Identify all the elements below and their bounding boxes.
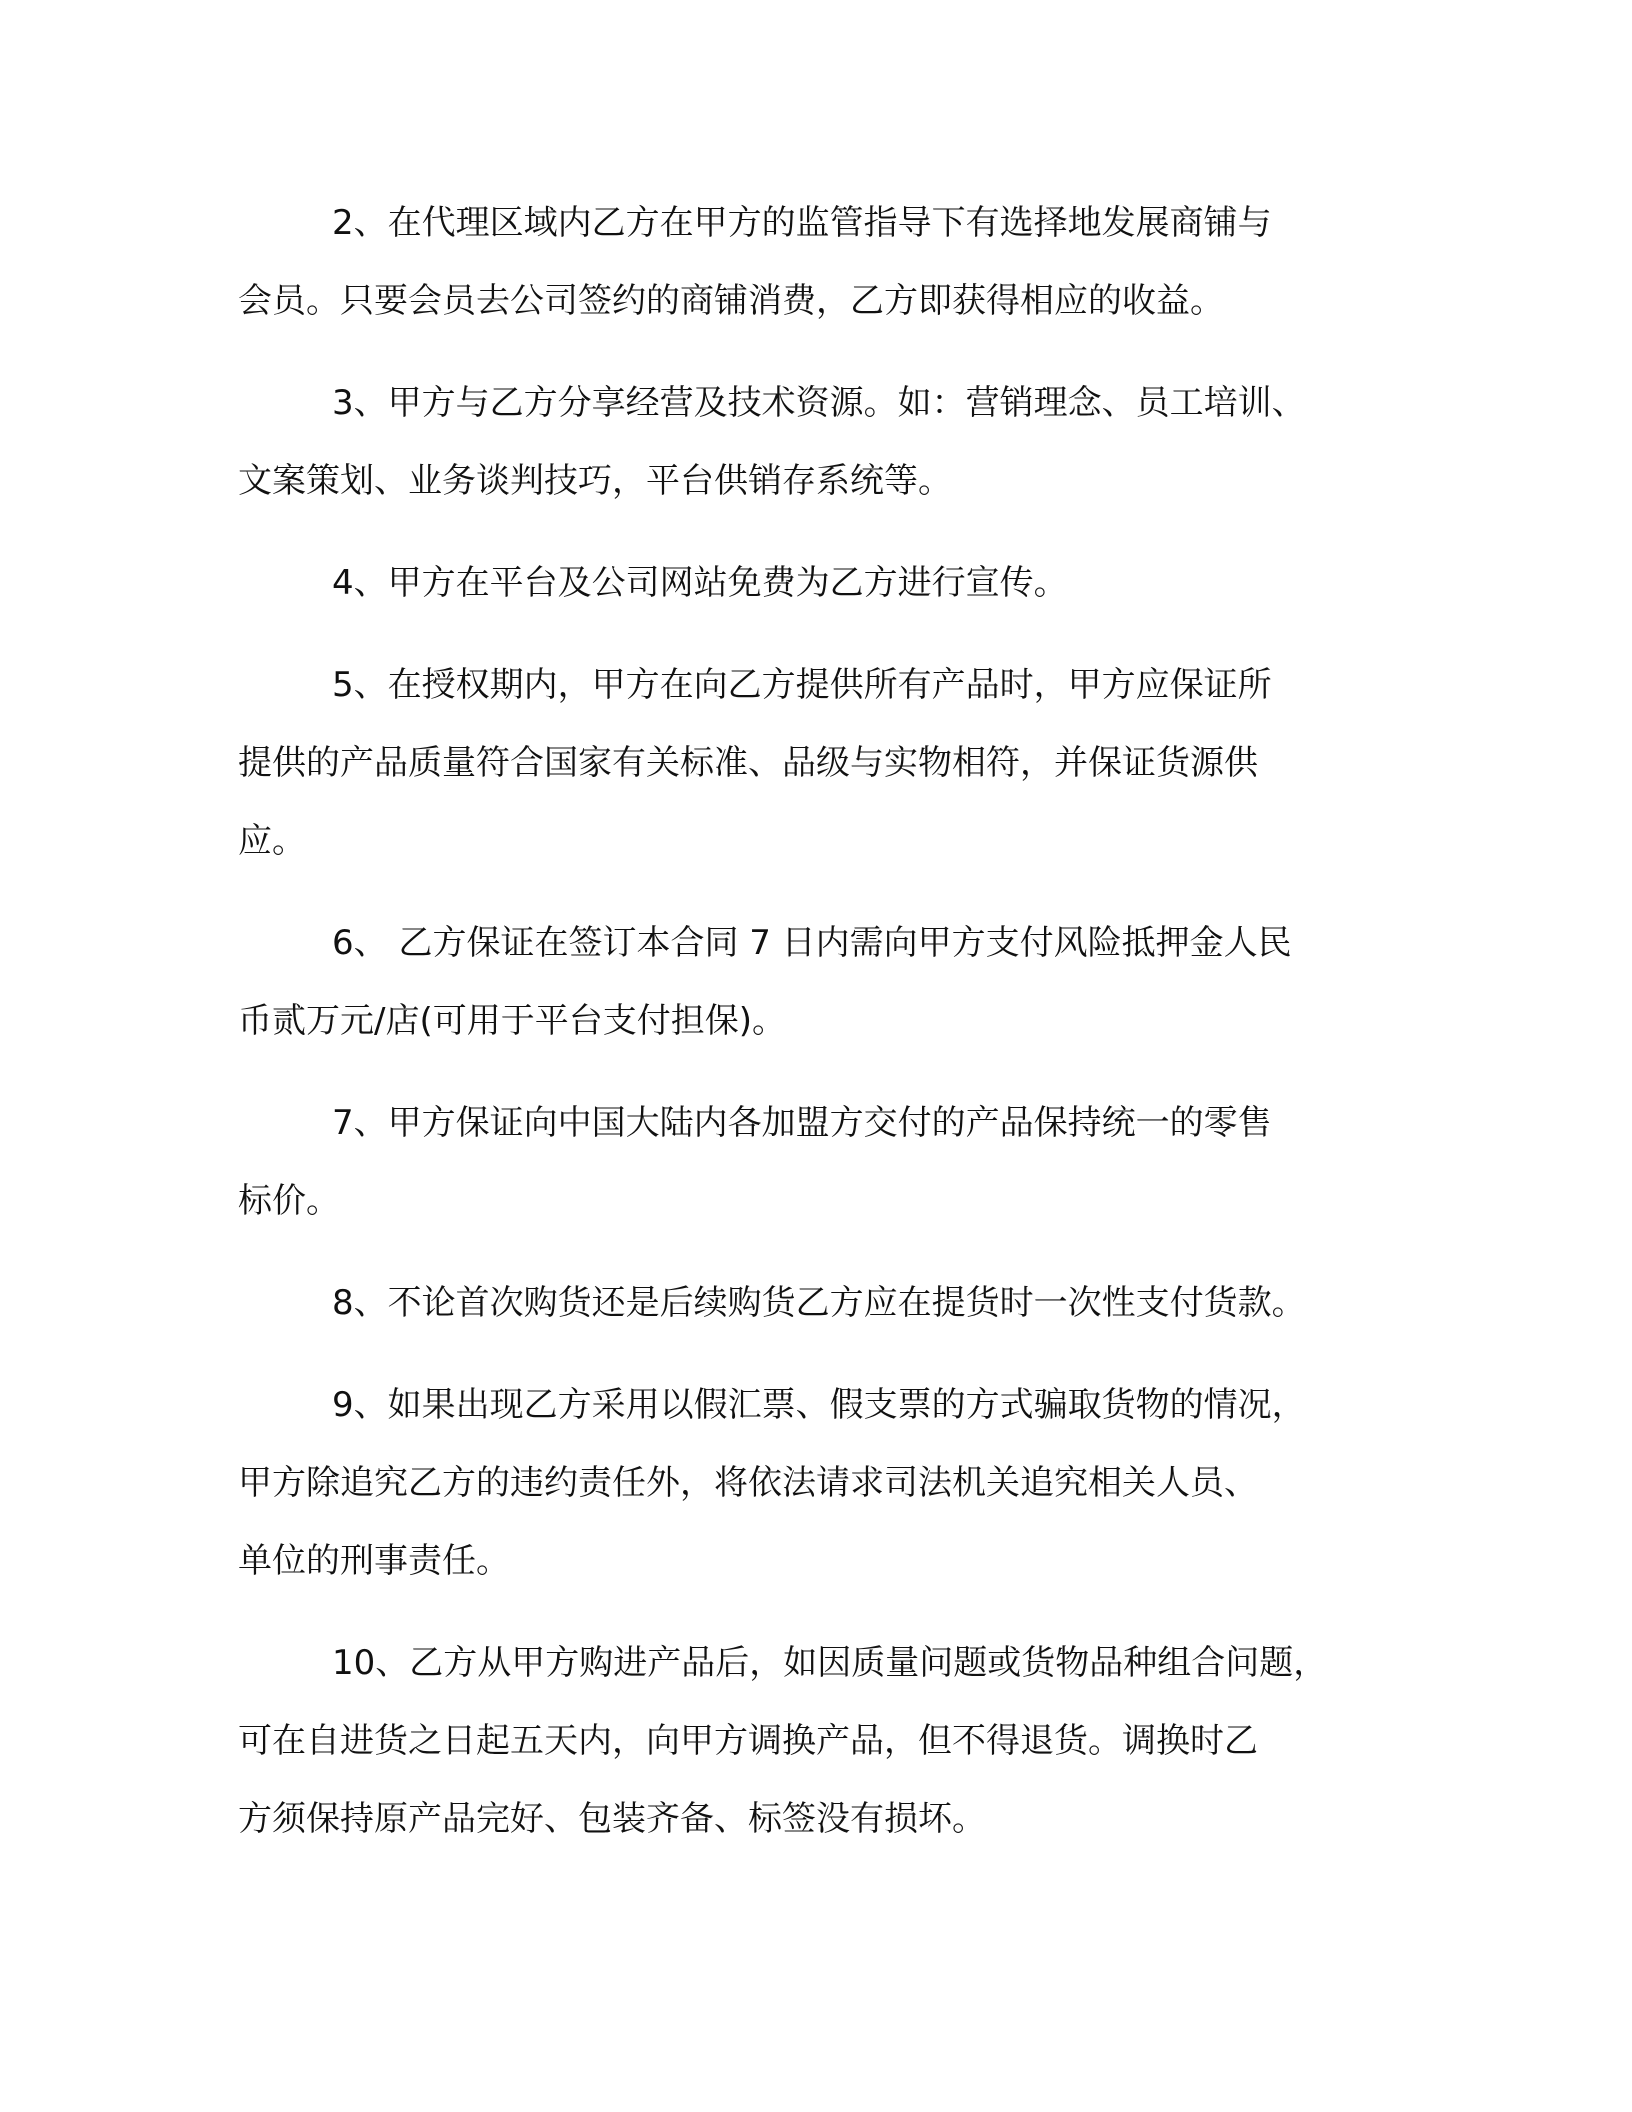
clause-5 (238, 646, 1413, 880)
clause-line: 应。 (238, 821, 306, 861)
clause-3 (238, 364, 1413, 520)
clause-line: 5、在授权期内，甲方在向乙方提供所有产品时，甲方应保证所 (332, 665, 1272, 705)
clause-line: 会员。只要会员去公司签约的商铺消费，乙方即获得相应的收益。 (238, 281, 1224, 321)
clause-line: 甲方除追究乙方的违约责任外，将依法请求司法机关追究相关人员、 (238, 1463, 1258, 1503)
clause-6 (238, 904, 1413, 1060)
document-body (238, 184, 1413, 1858)
clause-line: 8、不论首次购货还是后续购货乙方应在提货时一次性支付货款。 (332, 1283, 1306, 1323)
clause-line: 7、甲方保证向中国大陆内各加盟方交付的产品保持统一的零售 (332, 1103, 1272, 1143)
clause-line: 9、如果出现乙方采用以假汇票、假支票的方式骗取货物的情况， (332, 1385, 1306, 1425)
clause-line: 单位的刑事责任。 (238, 1541, 510, 1581)
clause-line: 文案策划、业务谈判技巧，平台供销存系统等。 (238, 461, 952, 501)
clause-line: 可在自进货之日起五天内，向甲方调换产品，但不得退货。调换时乙 (238, 1721, 1258, 1761)
clause-2 (238, 184, 1413, 340)
clause-10 (238, 1624, 1413, 1858)
clause-line: 2、在代理区域内乙方在甲方的监管指导下有选择地发展商铺与 (332, 203, 1272, 243)
clause-line: 3、甲方与乙方分享经营及技术资源。如：营销理念、员工培训、 (332, 383, 1306, 423)
clause-line: 提供的产品质量符合国家有关标准、品级与实物相符，并保证货源供 (238, 743, 1258, 783)
clause-9 (238, 1366, 1413, 1600)
clause-8 (238, 1264, 1413, 1342)
clause-line: 4、甲方在平台及公司网站免费为乙方进行宣传。 (332, 563, 1068, 603)
clause-line: 标价。 (238, 1181, 340, 1221)
clause-line: 10、乙方从甲方购进产品后，如因质量问题或货物品种组合问题， (332, 1643, 1328, 1683)
clause-4 (238, 544, 1413, 622)
clause-line: 方须保持原产品完好、包装齐备、标签没有损坏。 (238, 1799, 986, 1839)
clause-line: 币贰万元/店(可用于平台支付担保)。 (238, 1001, 786, 1041)
clause-7 (238, 1084, 1413, 1240)
clause-line: 6、 乙方保证在签订本合同 7 日内需向甲方支付风险抵押金人民 (332, 923, 1292, 963)
